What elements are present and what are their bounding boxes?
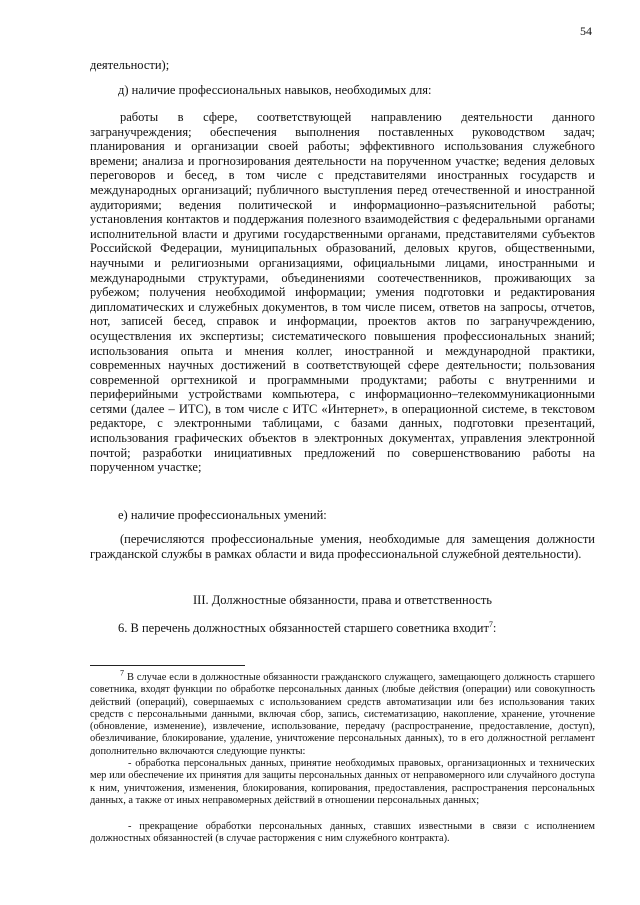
skills-paragraph: работы в сфере, соответствующей направлению деятельности данного загранучреждения; обеспечения выполнения поставленных руководством задач; планирования и организации своей работы; эффективного использования служебного времени; анализа и прогнозирования деятельности на порученном участке; ведения деловых переговоров и бесед, в том числе с представителями иностранных государств и международных организаций; публичного выступления перед отечественной и иностранной аудиториями; ведения политической и информационно–разъяснительной работы; установления контактов и поддержания полезного взаимодействия с федеральными органами исполнительной власти и другими государственными органами, представителями субъектов Российской Федерации, муниципальных образований, деловых кругов, общественными, научными и религиозными организациями, официальными лицами, иностранными и международными структурами, объединениями соотечественников, проживающих за рубежом; получения необходимой информации; умения подготовки и редактирования дипломатических и служебных документов, в том числе писем, ответов на запросы, отчетов, нот, записей бесед, справок и информации, проектов актов по загранучреждению, осуществления их экспертизы; систематического повышения профессиональных знаний; использования опыта и мнения коллег, иностранной и международной практики, современных научных достижений в соответствующей сфере деятельности; пользования современной оргтехникой и программными продуктами; работы с внутренними и периферийными устройствами компьютера, с информационно–телекоммуникационными сетями (далее – ИТС), в том числе с ИТС «Интернет», в операционной системе, в текстовом редакторе, с электронными таблицами, с базами данных, подготовки презентаций, использования графических объектов в электронных документах, управления электронной почтой; разработки инициативных предложений по совершенствованию работы на порученном участке; [90, 110, 595, 475]
item-e-note: (перечисляются профессиональные умения, необходимые для замещения должности гражданской службы в рамках области и вида профессиональной служебной деятельности). [90, 532, 595, 561]
footnote-bullet-1: - обработка персональных данных, принятие необходимых правовых, организационных и технических мер или обеспечение их принятия для защиты персональных данных от неправомерного или случайного доступа к ним, уничтожения, изменения, блокирования, копирования, предоставления, распространения персональных данных, а также от иных неправомерных действий в отношении персональных данных; [90, 758, 595, 806]
item-d-heading: д) наличие профессиональных навыков, необходимых для: [118, 83, 432, 97]
item-e-heading: е) наличие профессиональных умений: [118, 508, 327, 522]
footnote-bullet-2: - прекращение обработки персональных данных, ставших известными в связи с исполнением должностных обязанностей (в случае расторжения с ним служебного контракта). [90, 821, 595, 845]
section-title: III. Должностные обязанности, права и ответственность [193, 593, 492, 607]
footnote-marker: 7 [120, 668, 124, 678]
previous-paragraph-tail: деятельности); [90, 58, 170, 72]
footnote-reference: 7 [488, 619, 493, 629]
item-6-text: 6. В перечень должностных обязанностей старшего советника входит [118, 621, 489, 635]
footnote-main [90, 668, 595, 758]
footnote-separator [90, 665, 245, 666]
item-6-paragraph [118, 621, 598, 636]
footnote-main-text: В случае если в должностные обязанности гражданского служащего, замещающего должность старшего советника, входят функции по обработке персональных данных (любые действия (операции) или совокупность действий (операций), совершаемых с использованием средств автоматизации или без использования таких средств с персональными данными, включая сбор, запись, систематизацию, накопление, хранение, уточнение (обновление, изменение), извлечение, использование, передачу (распространение, предоставление, доступ), обезличивание, блокирование, удаление, уничтожение персональных данных), то в его должностной регламент дополнительно включаются следующие пункты: [90, 672, 595, 757]
item-6-colon: : [492, 621, 497, 635]
page-number: 54 [580, 24, 592, 38]
